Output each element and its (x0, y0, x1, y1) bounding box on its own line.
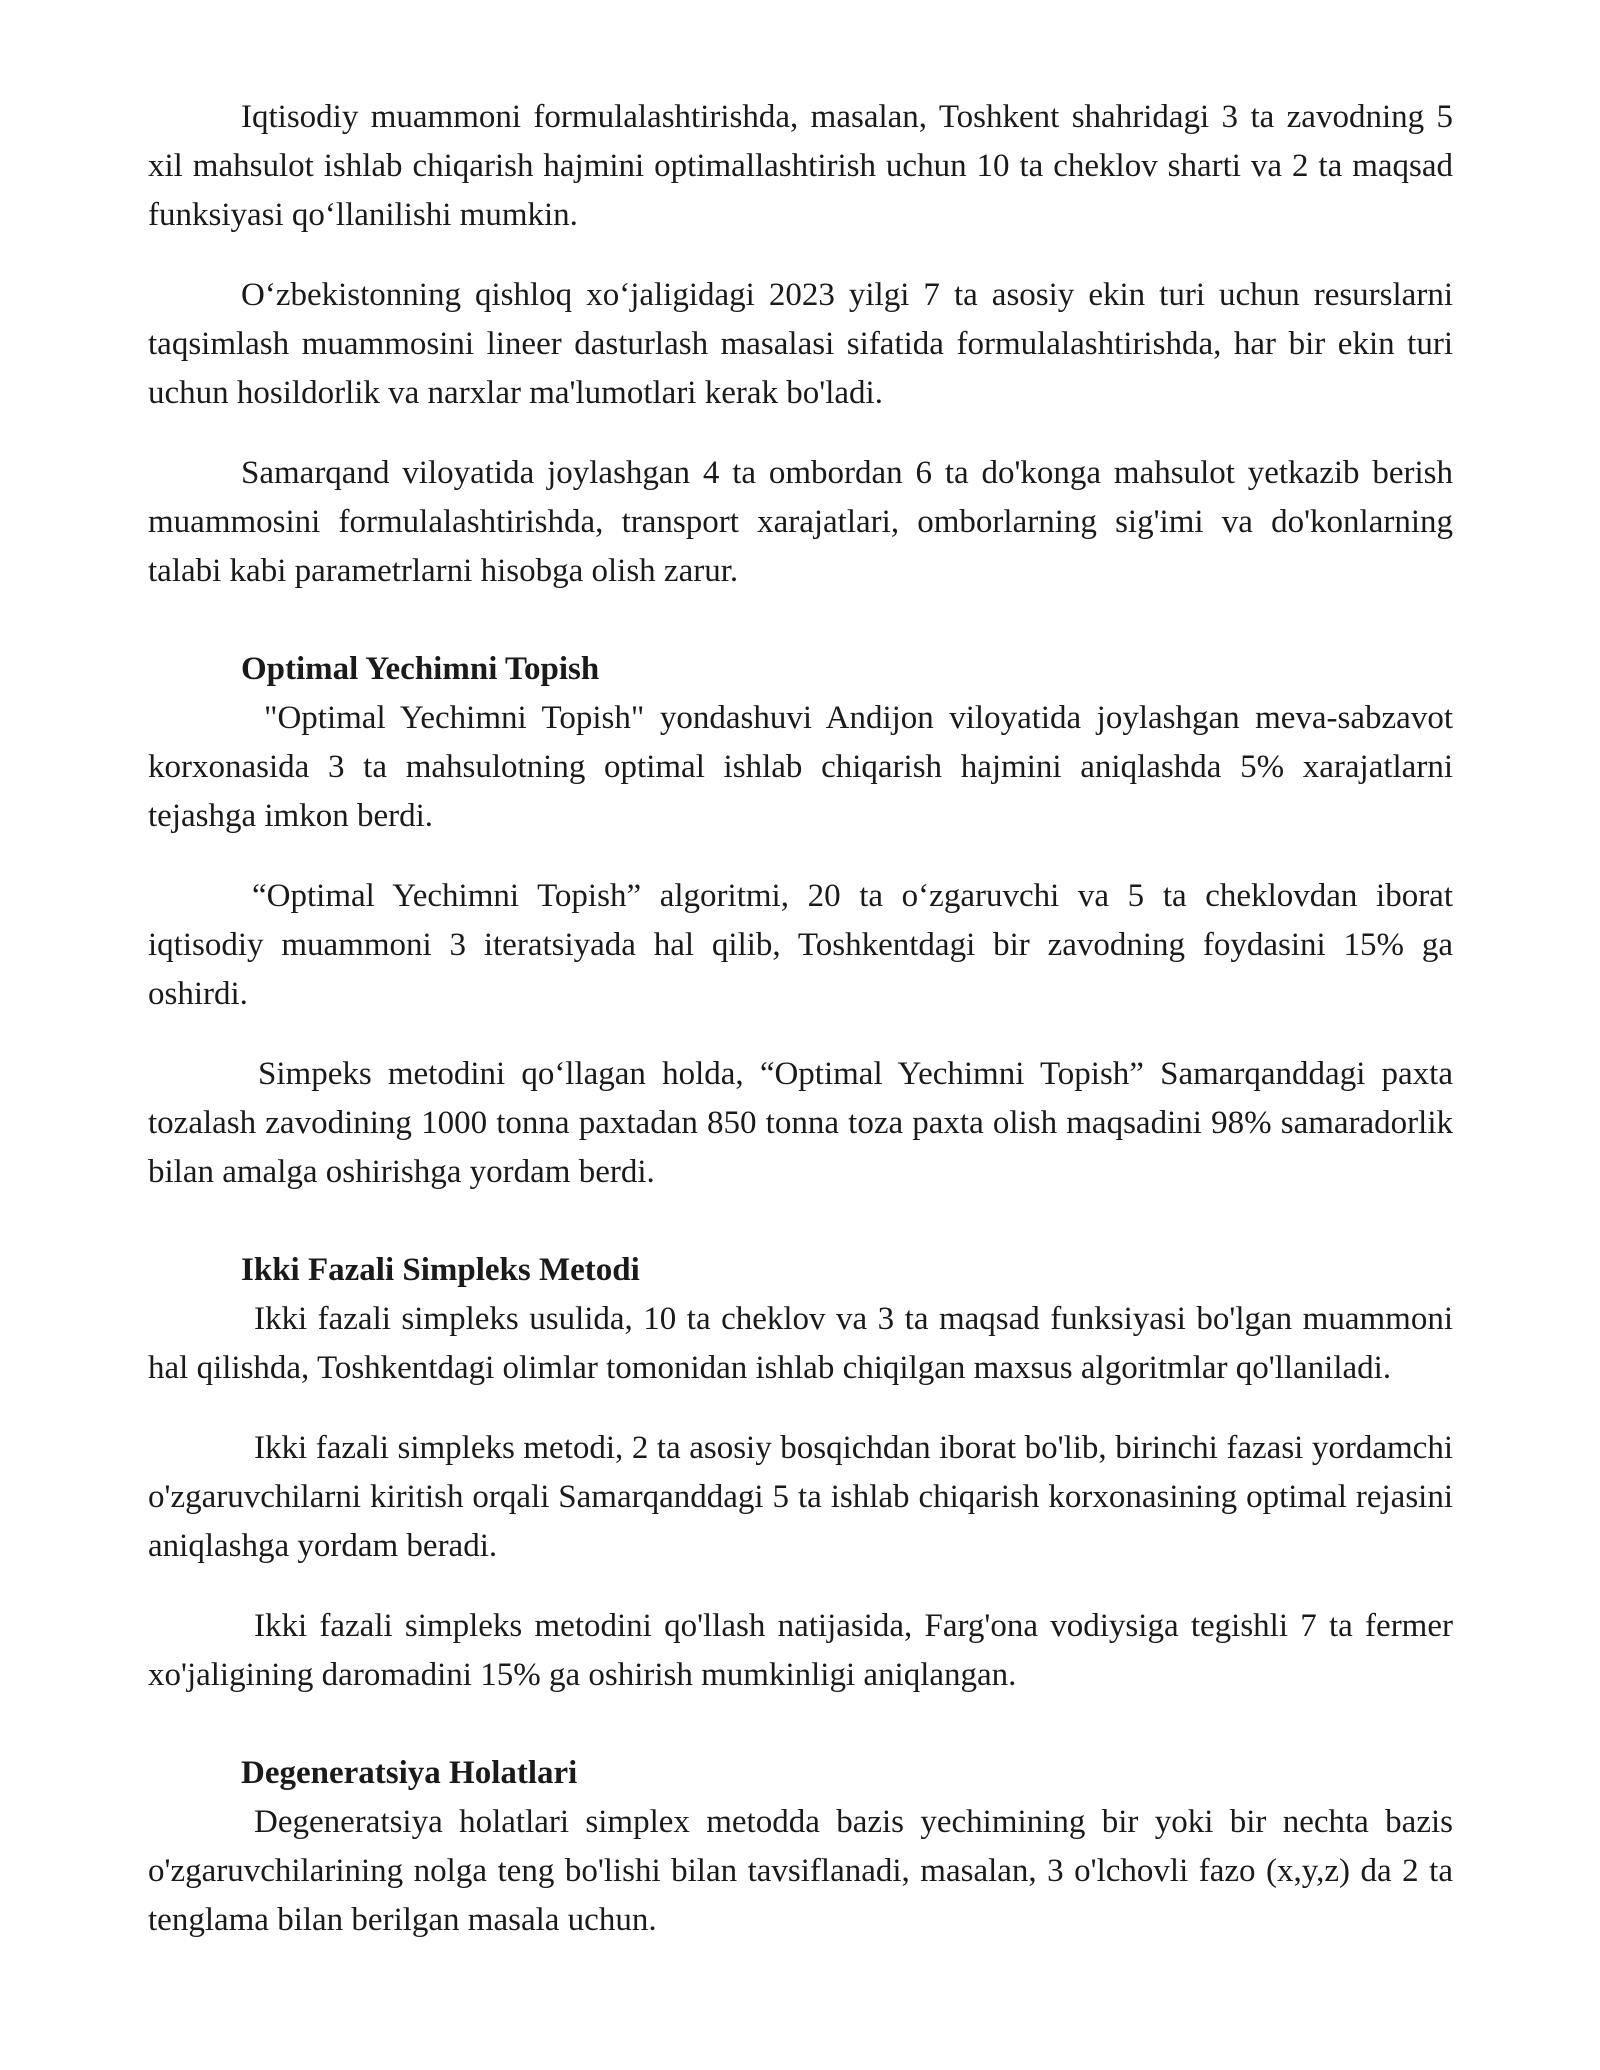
heading-optimal-yechimni-topish: Optimal Yechimni Topish (241, 651, 600, 687)
paragraph-intro-3: Samarqand viloyatida joylashgan 4 ta ombordan 6 ta do'konga mahsulot yetkazib berish muammosini formulalashtirishda, transport xarajatlari, omborlarning sig'imi va do'konlarning talabi kabi parametrlarni hisobga olish zarur. (148, 455, 1453, 589)
heading-degeneratsiya-holatlari: Degeneratsiya Holatlari (241, 1755, 578, 1791)
document-page (148, 93, 1453, 1945)
paragraph-optimal-2: “Optimal Yechimni Topish” algoritmi, 20 ta o‘zgaruvchi va 5 ta cheklovdan iborat iqtisodiy muammoni 3 iteratsiyada hal qilib, Toshkentdagi bir zavodning foydasini 15% ga oshirdi. (148, 878, 1453, 1012)
paragraph-intro-2: O‘zbekistonning qishloq xo‘jaligidagi 2023 yilgi 7 ta asosiy ekin turi uchun resurslarni taqsimlash muammosini lineer dasturlash masalasi sifatida formulalashtirishda, har bir ekin turi uchun hosildorlik va narxlar ma'lumotlari kerak bo'ladi. (148, 277, 1453, 411)
paragraph-intro-1: Iqtisodiy muammoni formulalashtirishda, masalan, Toshkent shahridagi 3 ta zavodning 5 xil mahsulot ishlab chiqarish hajmini optimallashtirish uchun 10 ta cheklov sharti va 2 ta maqsad funksiyasi qo‘llanilishi mumkin. (148, 99, 1453, 233)
paragraph-degeneratsiya-1: Degeneratsiya holatlari simplex metodda bazis yechimining bir yoki bir nechta bazis o'zgaruvchilarining nolga teng bo'lishi bilan tavsiflanadi, masalan, 3 o'lchovli fazo (x,y,z) da 2 ta tenglama bilan berilgan masala uchun. (148, 1804, 1453, 1938)
paragraph-simpleks-3: Ikki fazali simpleks metodini qo'llash natijasida, Farg'ona vodiysiga tegishli 7 ta fermer xo'jaligining daromadini 15% ga oshirish mumkinligi aniqlangan. (148, 1608, 1453, 1693)
paragraph-simpleks-1: Ikki fazali simpleks usulida, 10 ta cheklov va 3 ta maqsad funksiyasi bo'lgan muammoni hal qilishda, Toshkentdagi olimlar tomonidan ishlab chiqilgan maxsus algoritmlar qo'llaniladi. (148, 1301, 1453, 1386)
paragraph-optimal-3: Simpeks metodini qo‘llagan holda, “Optimal Yechimni Topish” Samarqanddagi paxta tozalash zavodining 1000 tonna paxtadan 850 tonna toza paxta olish maqsadini 98% samaradorlik bilan amalga oshirishga yordam berdi. (148, 1056, 1453, 1190)
paragraph-simpleks-2: Ikki fazali simpleks metodi, 2 ta asosiy bosqichdan iborat bo'lib, birinchi fazasi yordamchi o'zgaruvchilarni kiritish orqali Samarqanddagi 5 ta ishlab chiqarish korxonasining optimal rejasini aniqlashga yordam beradi. (148, 1430, 1453, 1564)
heading-ikki-fazali-simpleks-metodi: Ikki Fazali Simpleks Metodi (241, 1252, 640, 1288)
paragraph-optimal-1: "Optimal Yechimni Topish" yondashuvi Andijon viloyatida joylashgan meva-sabzavot korxonasida 3 ta mahsulotning optimal ishlab chiqarish hajmini aniqlashda 5% xarajatlarni tejashga imkon berdi. (148, 700, 1453, 834)
